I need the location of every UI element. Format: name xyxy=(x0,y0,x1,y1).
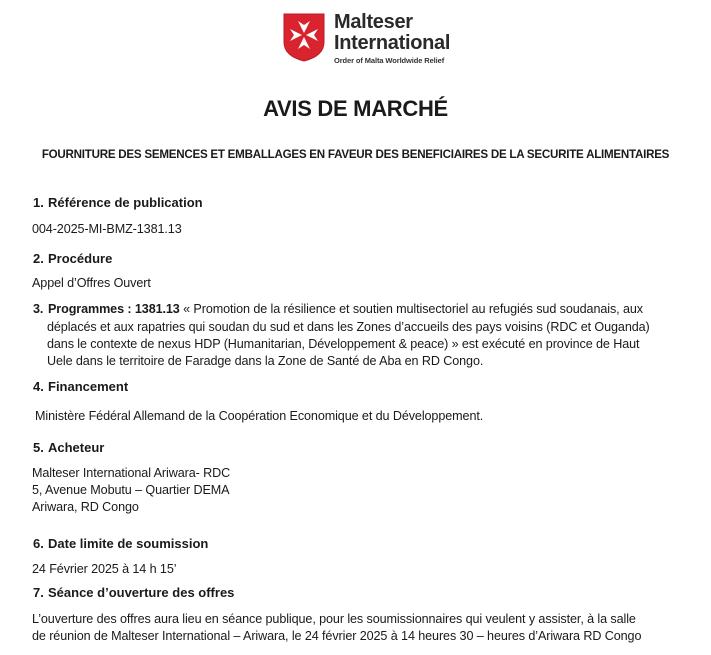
section-3-number: 3. xyxy=(33,302,44,316)
brand-name-line2: International xyxy=(334,32,451,54)
section-1-title: Référence de publication xyxy=(48,195,203,210)
brand-name-line1: Malteser xyxy=(334,11,413,33)
section-1-number: 1. xyxy=(33,195,44,210)
section-2-number: 2. xyxy=(33,251,44,266)
programme-text-line4: Uele dans le territoire de Faradge dans la Zone de Santé de Aba en RD Congo. xyxy=(47,354,484,368)
section-4-heading xyxy=(33,379,128,394)
programme-text-line2: déplacés et aux rapatries qui soudan du sud et dans les Zones d’accueils des pays voisins (RDC et Ouganda) xyxy=(47,320,650,334)
brand-text xyxy=(334,12,450,65)
section-2-heading xyxy=(33,251,112,266)
opening-text-line1: L’ouverture des offres aura lieu en séance publique, pour les soumissionnaires qui veulent y assister, à la salle xyxy=(32,612,636,626)
page-title: AVIS DE MARCHÉ xyxy=(263,96,448,121)
brand-tagline: Order of Malta Worldwide Relief xyxy=(334,56,445,65)
section-6-title: Date limite de soumission xyxy=(48,536,209,551)
maltese-cross-shield-icon xyxy=(282,12,326,62)
section-2-title: Procédure xyxy=(48,251,113,266)
publication-reference: 004-2025-MI-BMZ-1381.13 xyxy=(32,222,182,236)
section-6-number: 6. xyxy=(33,536,44,551)
buyer-city: Ariwara, RD Congo xyxy=(32,500,139,514)
malteser-logo xyxy=(282,12,450,65)
section-3-heading xyxy=(33,302,643,316)
section-7-heading xyxy=(33,585,234,600)
buyer-name: Malteser International Ariwara- RDC xyxy=(32,466,231,480)
section-3-title: Programmes : 1381.13 xyxy=(48,302,180,316)
buyer-address: 5, Avenue Mobutu – Quartier DEMA xyxy=(32,483,230,497)
programme-text-line3: dans le contexte de nexus HDP (Humanitarian, Développement & peace) » est exécuté en province de Haut xyxy=(47,337,640,351)
page-subtitle: FOURNITURE DES SEMENCES ET EMBALLAGES EN FAVEUR DES BENEFICIAIRES DE LA SECURITE ALIMENTAIRES xyxy=(41,148,670,161)
submission-deadline: 24 Février 2025 à 14 h 15’ xyxy=(32,562,177,576)
section-4-number: 4. xyxy=(33,379,44,394)
section-7-number: 7. xyxy=(33,585,44,600)
financing-text: Ministère Fédéral Allemand de la Coopération Economique et du Développement. xyxy=(35,409,484,423)
procedure-text: Appel d’Offres Ouvert xyxy=(32,276,151,290)
section-5-heading xyxy=(33,440,104,455)
section-6-heading xyxy=(33,536,208,551)
programme-text-line1: « Promotion de la résilience et soutien multisectoriel au refugiés sud soudanais, aux xyxy=(179,302,643,316)
opening-text-line2: de réunion de Malteser International – Ariwara, le 24 février 2025 à 14 heures 30 – heures d’Ariwara RD Congo xyxy=(32,629,642,643)
section-5-number: 5. xyxy=(33,440,44,455)
section-1-heading xyxy=(33,195,203,210)
section-4-title: Financement xyxy=(48,379,129,394)
section-5-title: Acheteur xyxy=(48,440,105,455)
section-7-title: Séance d’ouverture des offres xyxy=(48,585,235,600)
